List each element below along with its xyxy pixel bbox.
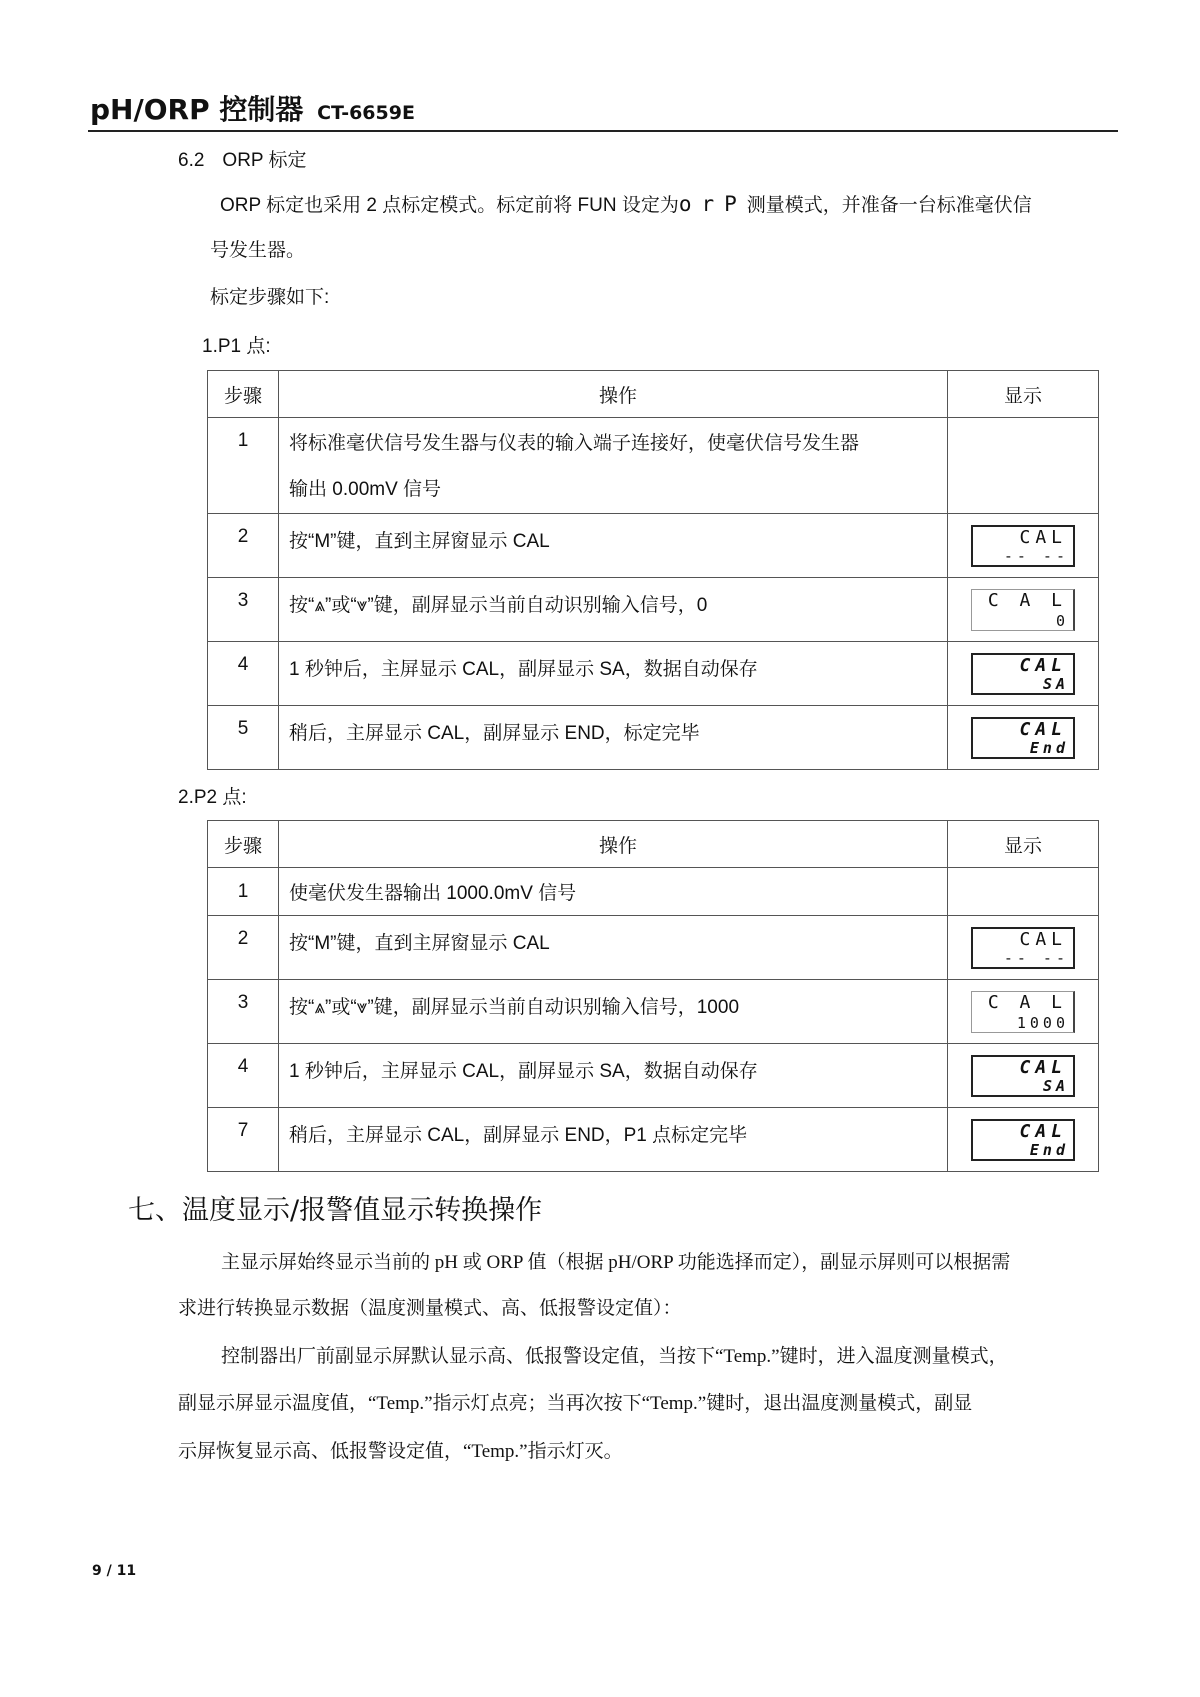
p2-label: 2.P2 点: [178,787,247,808]
display-cell [948,642,1099,706]
section7-para2-line3: 示屏恢复显示高、低报警设定值，“Temp.”指示灯灭。 [178,1441,623,1462]
step-number: 4 [208,642,279,706]
lcd-main: CAL [1019,526,1067,548]
table-row [208,980,1099,1044]
operation-cell: 1 秒钟后，主屏显示 CAL，副屏显示 SA，数据自动保存 [279,642,948,706]
step-number: 5 [208,706,279,770]
table-row [208,1044,1099,1108]
display-cell-empty [948,418,1099,514]
display-cell [948,514,1099,578]
table-row [208,916,1099,980]
lcd-display-icon [971,525,1075,567]
table-row [208,642,1099,706]
display-cell [948,706,1099,770]
step-number: 4 [208,1044,279,1108]
operation-cell: 稍后，主屏显示 CAL，副屏显示 END，标定完毕 [279,706,948,770]
lcd-main: CAL [1019,1120,1067,1142]
header-step: 步骤 [208,821,279,868]
display-cell [948,1108,1099,1172]
display-cell [948,980,1099,1044]
lcd-sub: End [1029,738,1069,757]
document-title [90,88,415,128]
header-divider [88,130,1118,132]
operation-cell: 稍后，主屏显示 CAL，副屏显示 END，P1 点标定完毕 [279,1108,948,1172]
section-number: 6.2 [178,150,205,171]
operation-cell: 按“M”键，直到主屏窗显示 CAL [279,916,948,980]
display-cell [948,1044,1099,1108]
operation-cell: 1 秒钟后，主屏显示 CAL，副屏显示 SA，数据自动保存 [279,1044,948,1108]
model-number: CT-6659E [317,102,415,124]
lcd-main: CAL [1019,718,1067,740]
step-number: 1 [208,868,279,916]
section-title: ORP 标定 [222,150,307,171]
lcd-sub: -- -- [1003,546,1069,565]
lcd-main: C A L [987,991,1067,1013]
lcd-main: C A L [987,589,1067,611]
operation-cell: 使毫伏发生器输出 1000.0mV 信号 [279,868,948,916]
operation-line-2: 输出 0.00mV 信号 [289,478,442,500]
lcd-display-icon [971,1119,1075,1161]
operation-cell: 按“M”键，直到主屏窗显示 CAL [279,514,948,578]
intro-paragraph-line1 [220,193,1032,217]
steps-intro: 标定步骤如下: [210,287,330,308]
lcd-display-icon [971,653,1075,695]
table-header-row [208,821,1099,868]
display-cell-empty [948,868,1099,916]
section-heading-6-2 [178,145,307,172]
table-header-row [208,371,1099,418]
lcd-display-icon [971,589,1075,631]
operation-line-1: 将标准毫伏信号发生器与仪表的输入端子连接好，使毫伏信号发生器 [289,432,860,454]
step-number: 3 [208,578,279,642]
lcd-sub: -- -- [1003,948,1069,967]
step-number: 7 [208,1108,279,1172]
p1-label: 1.P1 点: [202,336,271,357]
intro-text-b: 测量模式，并准备一台标准毫伏信 [746,195,1032,216]
display-cell [948,916,1099,980]
lcd-display-icon [971,927,1075,969]
operation-cell: 按“⩓”或“⩔”键，副屏显示当前自动识别输入信号，0 [279,578,948,642]
table-row [208,1108,1099,1172]
header-step: 步骤 [208,371,279,418]
table-row [208,868,1099,916]
operation-cell [279,418,948,514]
header-display: 显示 [948,371,1099,418]
p2-steps-table [207,820,1099,1172]
page-number: 9 / 11 [92,1563,137,1579]
section7-para2-line1: 控制器出厂前副显示屏默认显示高、低报警设定值，当按下“Temp.”键时，进入温度测量模式， [221,1346,1008,1367]
intro-paragraph-line2: 号发生器。 [210,240,306,261]
lcd-display-icon [971,717,1075,759]
lcd-main: CAL [1019,928,1067,950]
display-cell [948,578,1099,642]
lcd-display-icon [971,991,1075,1033]
table-row [208,706,1099,770]
section7-para1-line1: 主显示屏始终显示当前的 pH 或 ORP 值（根据 pH/ORP 功能选择而定），副显示屏则可以根据需 [221,1252,1011,1273]
table-row [208,578,1099,642]
lcd-display-icon [971,1055,1075,1097]
step-number: 1 [208,418,279,514]
header-display: 显示 [948,821,1099,868]
lcd-main: CAL [1019,654,1067,676]
intro-text-a: ORP 标定也采用 2 点标定模式。标定前将 FUN 设定为 [220,195,679,216]
table-row [208,418,1099,514]
lcd-sub: SA [1042,1076,1069,1095]
header-operation: 操作 [279,821,948,868]
step-number: 2 [208,916,279,980]
step-number: 2 [208,514,279,578]
table-row [208,514,1099,578]
segment-display-text: orP [678,192,747,216]
lcd-main: CAL [1019,1056,1067,1078]
lcd-sub: 1000 [1016,1013,1069,1032]
lcd-sub: SA [1042,674,1069,693]
section-heading-7: 七、温度显示/报警值显示转换操作 [128,1195,543,1226]
lcd-sub: End [1029,1140,1069,1159]
operation-cell: 按“⩓”或“⩔”键，副屏显示当前自动识别输入信号，1000 [279,980,948,1044]
section7-para1-line2: 求进行转换显示数据（温度测量模式、高、低报警设定值）： [178,1298,682,1319]
step-number: 3 [208,980,279,1044]
p1-steps-table [207,370,1099,770]
lcd-sub: 0 [1055,611,1069,630]
header-operation: 操作 [279,371,948,418]
title-text: pH/ORP 控制器 [90,93,304,126]
section7-para2-line2: 副显示屏显示温度值，“Temp.”指示灯点亮；当再次按下“Temp.”键时，退出温度测量模式，副显 [178,1393,973,1414]
